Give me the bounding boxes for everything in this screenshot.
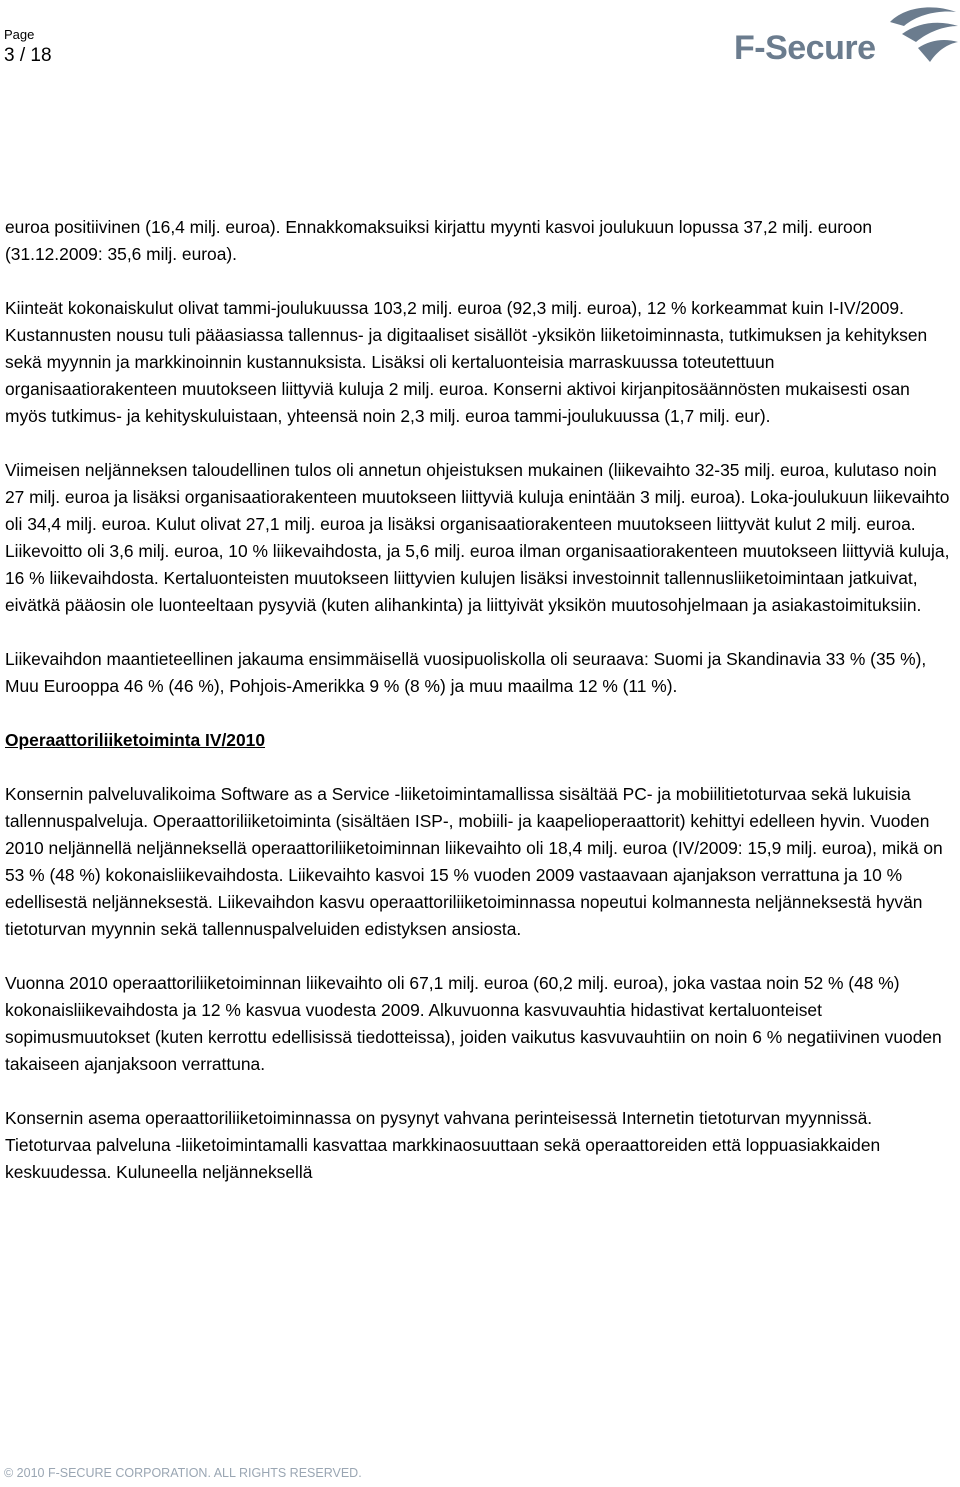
paragraph-fixed-costs: Kiinteät kokonaiskulut olivat tammi-joulukuussa 103,2 milj. euroa (92,3 milj. euroa), 12 % korkeammat kuin I-IV/2009. Kustannusten nousu tuli pääasiassa tallennus- ja digitaaliset sisällöt -yksikön liiketoiminnasta, tutkimuksen ja kehityksen sekä myynnin ja markkinoinnin kustannuksista. Lisäksi oli kertaluonteisia marraskuussa toteutettuun organisaatiorakenteen muutokseen liittyviä kuluja 2 milj. euroa. Konserni aktivoi kirjanpitosäännösten mukaisesti osan myös tutkimus- ja kehityskuluistaan, yhteensä noin 2,3 milj. euroa tammi-joulukuussa (1,7 milj. eur). (5, 298, 928, 426)
footer-copyright: © 2010 F-SECURE CORPORATION. ALL RIGHTS RESERVED. (4, 1466, 362, 1480)
f-secure-logo (734, 4, 960, 70)
paragraph-geographic-split: Liikevaihdon maantieteellinen jakauma ensimmäisellä vuosipuoliskolla oli seuraava: Suomi ja Skandinavia 33 % (35 %), Muu Eurooppa 46 % (46 %), Pohjois-Amerikka 9 % (8 %) ja muu maailma 12 % (11 %). (5, 649, 927, 696)
paragraph-q4-result: Viimeisen neljänneksen taloudellinen tulos oli annetun ohjeistuksen mukainen (liikevaihto 32-35 milj. euroa, kulutaso noin 27 milj. euroa ja lisäksi organisaatiorakenteen muutokseen liittyviä kuluja enintään 3 milj. euroa). Loka-joulukuun liikevaihto oli 34,4 milj. euroa. Kulut olivat 27,1 milj. euroa ja lisäksi organisaatiorakenteen muutokseen liittyvät kulut 2 milj. euroa. Liikevoitto oli 3,6 milj. euroa, 10 % liikevaihdosta, ja 5,6 milj. euroa ilman organisaatiorakenteen muutokseen liittyviä kuluja, 16 % liikevaihdosta. Kertaluonteisten muutokseen liittyvien kulujen lisäksi investoinnit tallennusliiketoimintaan jatkuivat, eivätkä pääosin ole luonteeltaan pysyviä (kuten alihankinta) ja liittyivät yksikön muutosohjelmaan ja asiakastoimituksiin. (5, 460, 950, 615)
logo-text: F-Secure (734, 29, 876, 67)
paragraph-operator-position: Konsernin asema operaattoriliiketoiminnassa on pysynyt vahvana perinteisessä Internetin tietoturvan myynnissä. Tietoturvaa palveluna -liiketoimintamalli kasvattaa markkinaosuuttaan sekä operaattoreiden että loppuasiakkaiden keskuudessa. Kuluneella neljänneksellä (5, 1108, 881, 1182)
page-number: 3 / 18 (4, 45, 52, 66)
page-label: Page (4, 27, 35, 42)
paragraph-operator-annual: Vuonna 2010 operaattoriliiketoiminnan liikevaihto oli 67,1 milj. euroa (60,2 milj. euroa), joka vastaa noin 52 % (48 %) kokonaisliikevaihdosta ja 12 % kasvua vuodesta 2009. Alkuvuonna kasvuvauhtia hidastivat kertaluonteiset sopimusmuutokset (kuten kerrottu edellisissä tiedotteissa), joiden vaikutus kasvuvauhtiin on noin 6 % negatiivinen vuoden takaiseen ajanjaksoon verrattuna. (5, 973, 942, 1074)
section-heading: Operaattoriliiketoiminta IV/2010 (5, 730, 265, 750)
paragraph-cash-flow: euroa positiivinen (16,4 milj. euroa). Ennakkomaksuiksi kirjattu myynti kasvoi joulukuun lopussa 37,2 milj. euroon (31.12.2009: 35,6 milj. euroa). (5, 217, 873, 264)
document-body (5, 214, 950, 1213)
paragraph-operator-business: Konsernin palveluvalikoima Software as a Service -liiketoimintamallissa sisältää PC- ja mobiilitietoturvaa sekä lukuisia tallennuspalveluja. Operaattoriliiketoiminta (sisältäen ISP-, mobiili- ja kaapelioperaattorit) kehittyi edelleen hyvin. Vuoden 2010 neljännellä neljänneksellä operaattoriliiketoiminnan liikevaihto oli 18,4 milj. euroa (IV/2009: 15,9 milj. euroa), mikä on 53 % (48 %) kokonaisliikevaihdosta. Liikevaihto kasvoi 15 % vuoden 2009 vastaavaan ajanjakson verrattuna ja 10 % edellisestä neljänneksestä. Liikevaihdon kasvu operaattoriliiketoiminnassa nopeutui kolmannesta neljänneksestä hyvän tietoturvan myynnin sekä tallennuspalveluiden edistyksen ansiosta. (5, 784, 943, 939)
logo-swirl-icon (884, 4, 960, 68)
